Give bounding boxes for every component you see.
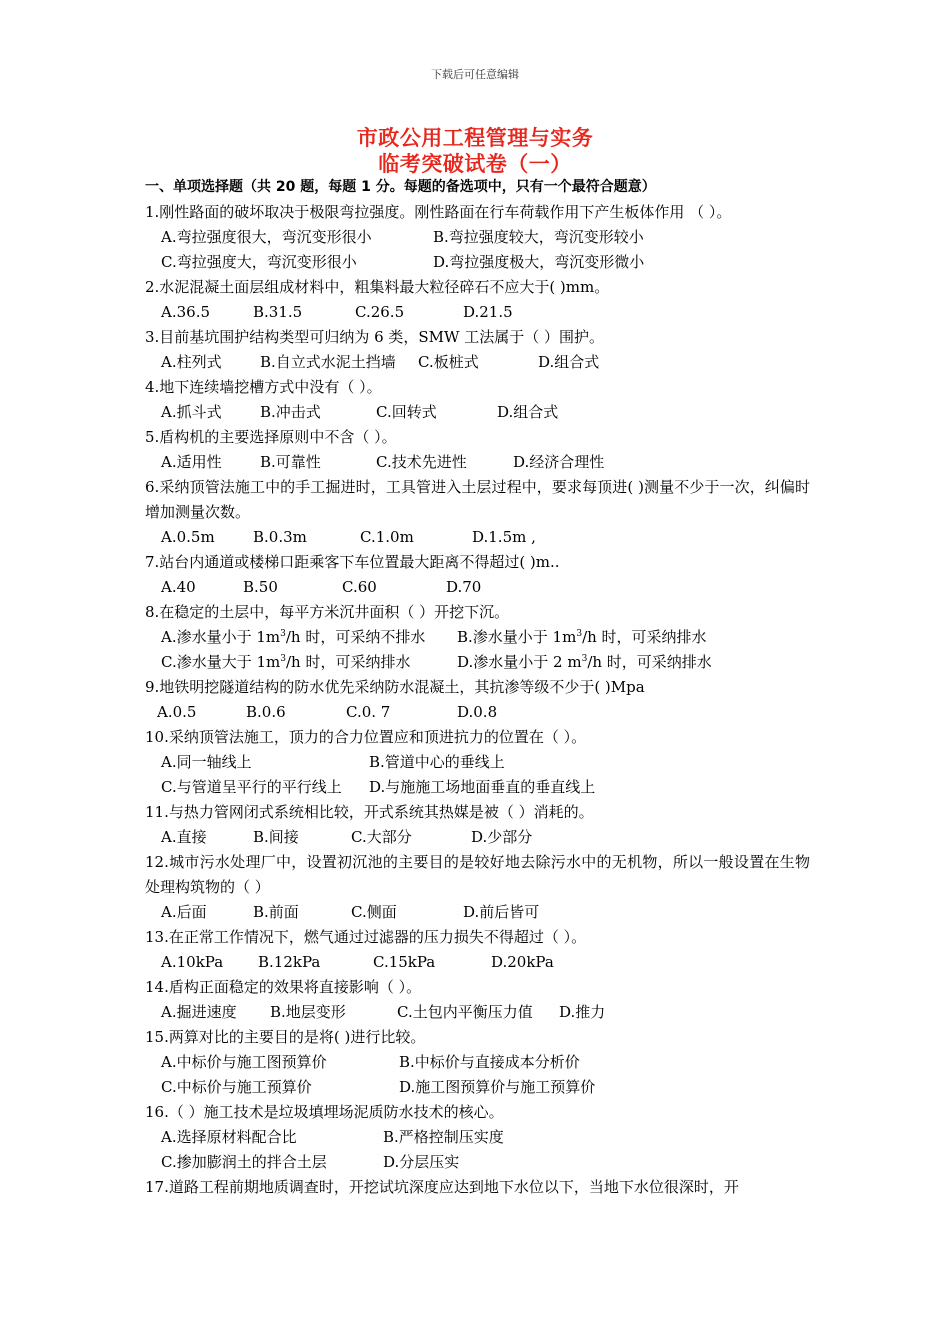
option-row xyxy=(145,575,810,600)
answer-option: D.21.5 xyxy=(463,303,513,321)
answer-option: C.26.5 xyxy=(355,303,405,321)
answer-option: A.选择原材料配合比 xyxy=(161,1128,297,1146)
question-stem: 15.两算对比的主要目的是将( )进行比较。 xyxy=(145,1028,426,1046)
option-row xyxy=(145,225,810,250)
question-stem: 10.采纳顶管法施工，顶力的合力位置应和顶进抗力的位置在（ ）。 xyxy=(145,728,587,746)
option-row xyxy=(145,950,810,975)
answer-option: A.柱列式 xyxy=(161,353,222,371)
answer-option: A.0.5 xyxy=(157,703,197,721)
answer-option: B.可靠性 xyxy=(260,453,321,471)
option-row xyxy=(145,900,810,925)
answer-option: C.渗水量大于 $1m^3/h$ 时，可采纳排水 xyxy=(161,653,411,671)
answer-option: C.技术先进性 xyxy=(376,453,467,471)
answer-option: D.1.5m , xyxy=(472,528,536,546)
answer-option: B.中标价与直接成本分析价 xyxy=(399,1053,580,1071)
option-row xyxy=(145,1125,810,1150)
answer-option: C.1.0m xyxy=(360,528,414,546)
option-row xyxy=(145,300,810,325)
option-row xyxy=(145,450,810,475)
question-stem: 8.在稳定的土层中，每平方米沉井面积（ ）开挖下沉。 xyxy=(145,603,510,621)
answer-option: B.0.6 xyxy=(246,703,286,721)
answer-option: A.10kPa xyxy=(161,953,224,971)
answer-option: B.自立式水泥土挡墙 xyxy=(260,353,396,371)
answer-option: C.土包内平衡压力值 xyxy=(397,1003,533,1021)
answer-option: B.间接 xyxy=(253,828,299,846)
answer-option: A.掘进速度 xyxy=(161,1003,237,1021)
question-stem: 13.在正常工作情况下，燃气通过过滤器的压力损失不得超过（ ）。 xyxy=(145,928,587,946)
answer-option: A.后面 xyxy=(161,903,207,921)
question-stem: 12.城市污水处理厂中，设置初沉池的主要目的是较好地去除污水中的无机物，所以一般设置在生物处理构筑物的（ ） xyxy=(145,853,810,896)
question-stem: 1.刚性路面的破坏取决于极限弯拉强度。刚性路面在行车荷载作用下产生板体作用 （ ）。 xyxy=(145,203,732,221)
answer-option: C.大部分 xyxy=(351,828,412,846)
option-row xyxy=(145,1000,810,1025)
answer-option: B.地层变形 xyxy=(270,1003,346,1021)
answer-option: D.少部分 xyxy=(471,828,533,846)
answer-option: D.施工图预算价与施工预算价 xyxy=(399,1078,596,1096)
answer-option: A.同一轴线上 xyxy=(161,753,252,771)
question-stem: 5.盾构机的主要选择原则中不含（ ）。 xyxy=(145,428,397,446)
answer-option: A.抓斗式 xyxy=(161,403,222,421)
exam-title: 市政公用工程管理与实务 xyxy=(356,126,594,150)
answer-option: A.0.5m xyxy=(161,528,215,546)
question-stem: 7.站台内通道或楼梯口距乘客下车位置最大距离不得超过( )m.. xyxy=(145,553,560,571)
option-row xyxy=(145,350,810,375)
answer-option: C.侧面 xyxy=(351,903,397,921)
question-stem: 9.地铁明挖隧道结构的防水优先采纳防水混凝土，其抗渗等级不少于( )Mpa xyxy=(145,678,645,696)
answer-option: D.分层压实 xyxy=(383,1153,460,1171)
answer-option: B.0.3m xyxy=(253,528,307,546)
answer-option: B.前面 xyxy=(253,903,299,921)
question-stem: 2.水泥混凝土面层组成材料中，粗集料最大粒径碎石不应大于( )mm。 xyxy=(145,278,610,296)
answer-option: C.0. 7 xyxy=(346,703,391,721)
answer-option: A.弯拉强度很大，弯沉变形很小 xyxy=(161,228,372,246)
section-heading: 一、单项选择题（共 20 题，每题 1 分。每题的备选项中，只有一个最符合题意） xyxy=(145,179,656,195)
question-stem: 14.盾构正面稳定的效果将直接影响（ ）。 xyxy=(145,978,422,996)
answer-option: C.板桩式 xyxy=(418,353,479,371)
answer-option: D.前后皆可 xyxy=(463,903,540,921)
exam-content xyxy=(145,178,810,1200)
answer-option: C.弯拉强度大，弯沉变形很小 xyxy=(161,253,357,271)
answer-option: B.渗水量小于 $1m^3/h$ 时，可采纳排水 xyxy=(457,628,707,646)
answer-option: A.中标价与施工图预算价 xyxy=(161,1053,327,1071)
option-row xyxy=(145,750,810,775)
option-row xyxy=(145,1150,810,1175)
option-row xyxy=(145,650,810,675)
answer-option: A.适用性 xyxy=(161,453,222,471)
option-row xyxy=(145,775,810,800)
answer-option: B.弯拉强度较大，弯沉变形较小 xyxy=(433,228,644,246)
answer-option: C.中标价与施工预算价 xyxy=(161,1078,312,1096)
answer-option: D.组合式 xyxy=(497,403,559,421)
question-stem: 11.与热力管网闭式系统相比较，开式系统其热媒是被（ ）消耗的。 xyxy=(145,803,594,821)
answer-option: B.12kPa xyxy=(258,953,321,971)
answer-option: B.冲击式 xyxy=(260,403,321,421)
answer-option: D.推力 xyxy=(559,1003,606,1021)
answer-option: A.40 xyxy=(161,578,196,596)
answer-option: D.经济合理性 xyxy=(513,453,605,471)
question-list xyxy=(145,200,810,1200)
answer-option: B.50 xyxy=(243,578,278,596)
answer-option: C.15kPa xyxy=(373,953,436,971)
option-row xyxy=(145,1075,810,1100)
answer-option: D.弯拉强度极大，弯沉变形微小 xyxy=(433,253,645,271)
option-row xyxy=(145,250,810,275)
answer-option: C.掺加膨润土的拌合土层 xyxy=(161,1153,327,1171)
answer-option: D.渗水量小于 2 $m^3/h$ 时，可采纳排水 xyxy=(457,653,712,671)
option-row xyxy=(145,700,810,725)
exam-subtitle: 临考突破试卷（一） xyxy=(378,152,572,176)
answer-option: D.与施施工场地面垂直的垂直线上 xyxy=(369,778,596,796)
answer-option: D.70 xyxy=(446,578,482,596)
question-stem: 16.（ ）施工技术是垃圾填埋场泥质防水技术的核心。 xyxy=(145,1103,504,1121)
answer-option: D.0.8 xyxy=(457,703,498,721)
option-row xyxy=(145,825,810,850)
option-row xyxy=(145,1050,810,1075)
option-row xyxy=(145,525,810,550)
answer-option: D.组合式 xyxy=(538,353,600,371)
answer-option: B.31.5 xyxy=(253,303,303,321)
option-row xyxy=(145,400,810,425)
answer-option: D.20kPa xyxy=(491,953,554,971)
option-row xyxy=(145,625,810,650)
header-note: 下载后可任意编辑 xyxy=(431,68,519,81)
answer-option: A.直接 xyxy=(161,828,207,846)
answer-option: B.严格控制压实度 xyxy=(383,1128,504,1146)
question-stem: 17.道路工程前期地质调查时，开挖试坑深度应达到地下水位以下，当地下水位很深时，开 xyxy=(145,1178,739,1196)
question-stem: 4.地下连续墙挖槽方式中没有（ ）。 xyxy=(145,378,382,396)
question-stem: 3.目前基坑围护结构类型可归纳为 6 类，SMW 工法属于（ ）围护。 xyxy=(145,328,604,346)
answer-option: A.36.5 xyxy=(161,303,210,321)
answer-option: B.管道中心的垂线上 xyxy=(369,753,505,771)
answer-option: A.渗水量小于 $1m^3/h$ 时，可采纳不排水 xyxy=(161,628,426,646)
answer-option: C.回转式 xyxy=(376,403,437,421)
answer-option: C.60 xyxy=(342,578,377,596)
answer-option: C.与管道呈平行的平行线上 xyxy=(161,778,342,796)
question-stem: 6.采纳顶管法施工中的手工掘进时，工具管进入土层过程中，要求每顶进( )测量不少于一次，纠偏时增加测量次数。 xyxy=(145,478,810,521)
